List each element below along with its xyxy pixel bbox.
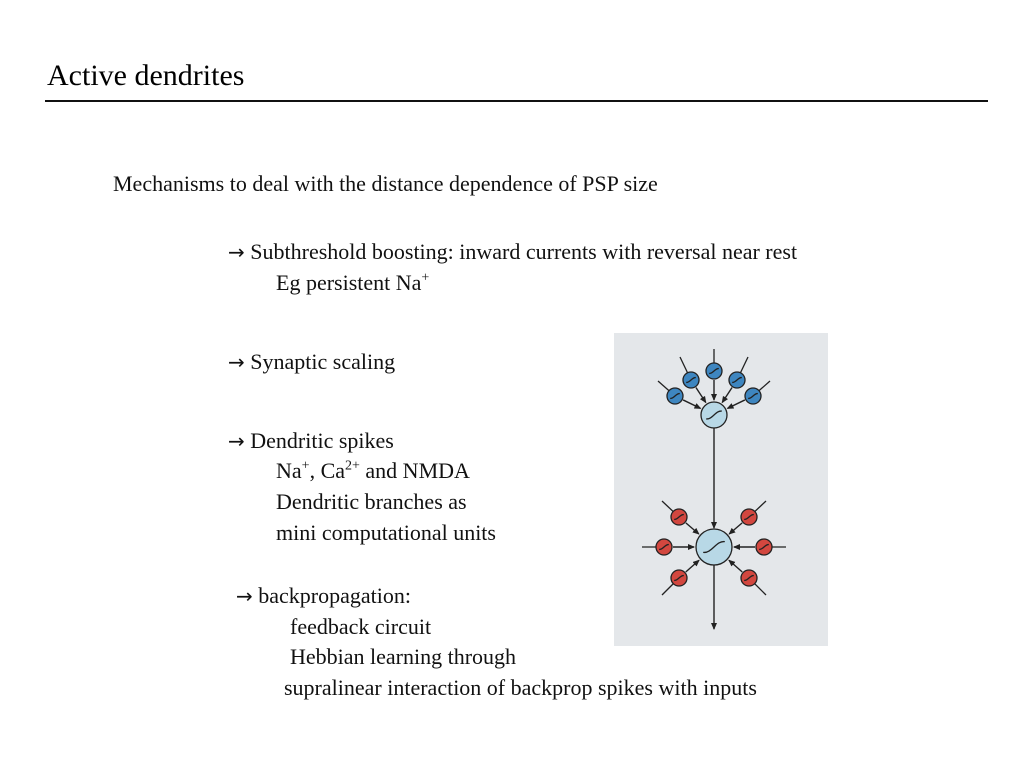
bottom-arrow-0 (686, 523, 699, 534)
ion-ca-sup: 2+ (345, 458, 360, 474)
dendrite-diagram (614, 333, 828, 646)
boosting-heading: Subthreshold boosting: inward currents with reversal near rest (250, 239, 798, 264)
ion-nmda: and NMDA (359, 458, 470, 483)
right-arrow-icon: → (228, 350, 245, 374)
top-arrow-3 (722, 388, 732, 403)
backprop-line1: feedback circuit (290, 614, 432, 639)
scaling-heading: Synaptic scaling (250, 349, 396, 374)
top-arrow-1 (696, 388, 706, 403)
bullet-scaling (228, 348, 395, 376)
top-arrow-4 (727, 400, 744, 408)
ion-na-sup: + (301, 458, 310, 474)
bullet-backprop (236, 582, 411, 610)
spikes-heading: Dendritic spikes (250, 428, 394, 453)
dendrite-figure (614, 333, 828, 646)
spikes-line3: mini computational units (276, 520, 496, 545)
backprop-heading: backpropagation: (258, 583, 411, 608)
slide-title: Active dendrites (47, 59, 245, 92)
spikes-line2: Dendritic branches as (276, 489, 467, 514)
spikes-ions (276, 457, 470, 485)
ion-na: Na (276, 458, 302, 483)
ion-ca: , Ca (309, 458, 346, 483)
right-arrow-icon: → (228, 240, 245, 264)
title-divider (45, 100, 988, 102)
right-arrow-icon: → (236, 584, 253, 608)
backprop-line2: Hebbian learning through (290, 644, 517, 669)
boosting-detail-sup: + (421, 270, 430, 286)
bottom-arrow-5 (729, 560, 742, 572)
intro-text: Mechanisms to deal with the distance dependence of PSP size (113, 171, 658, 196)
backprop-line3: supralinear interaction of backprop spikes with inputs (284, 675, 757, 700)
bottom-arrow-1 (729, 523, 742, 534)
top-arrow-0 (683, 400, 700, 408)
boosting-detail (276, 269, 429, 297)
bullet-boosting (228, 238, 797, 266)
bottom-arrow-4 (686, 560, 699, 572)
bullet-spikes (228, 427, 394, 455)
right-arrow-icon: → (228, 429, 245, 453)
boosting-detail-text: Eg persistent Na (276, 270, 422, 295)
